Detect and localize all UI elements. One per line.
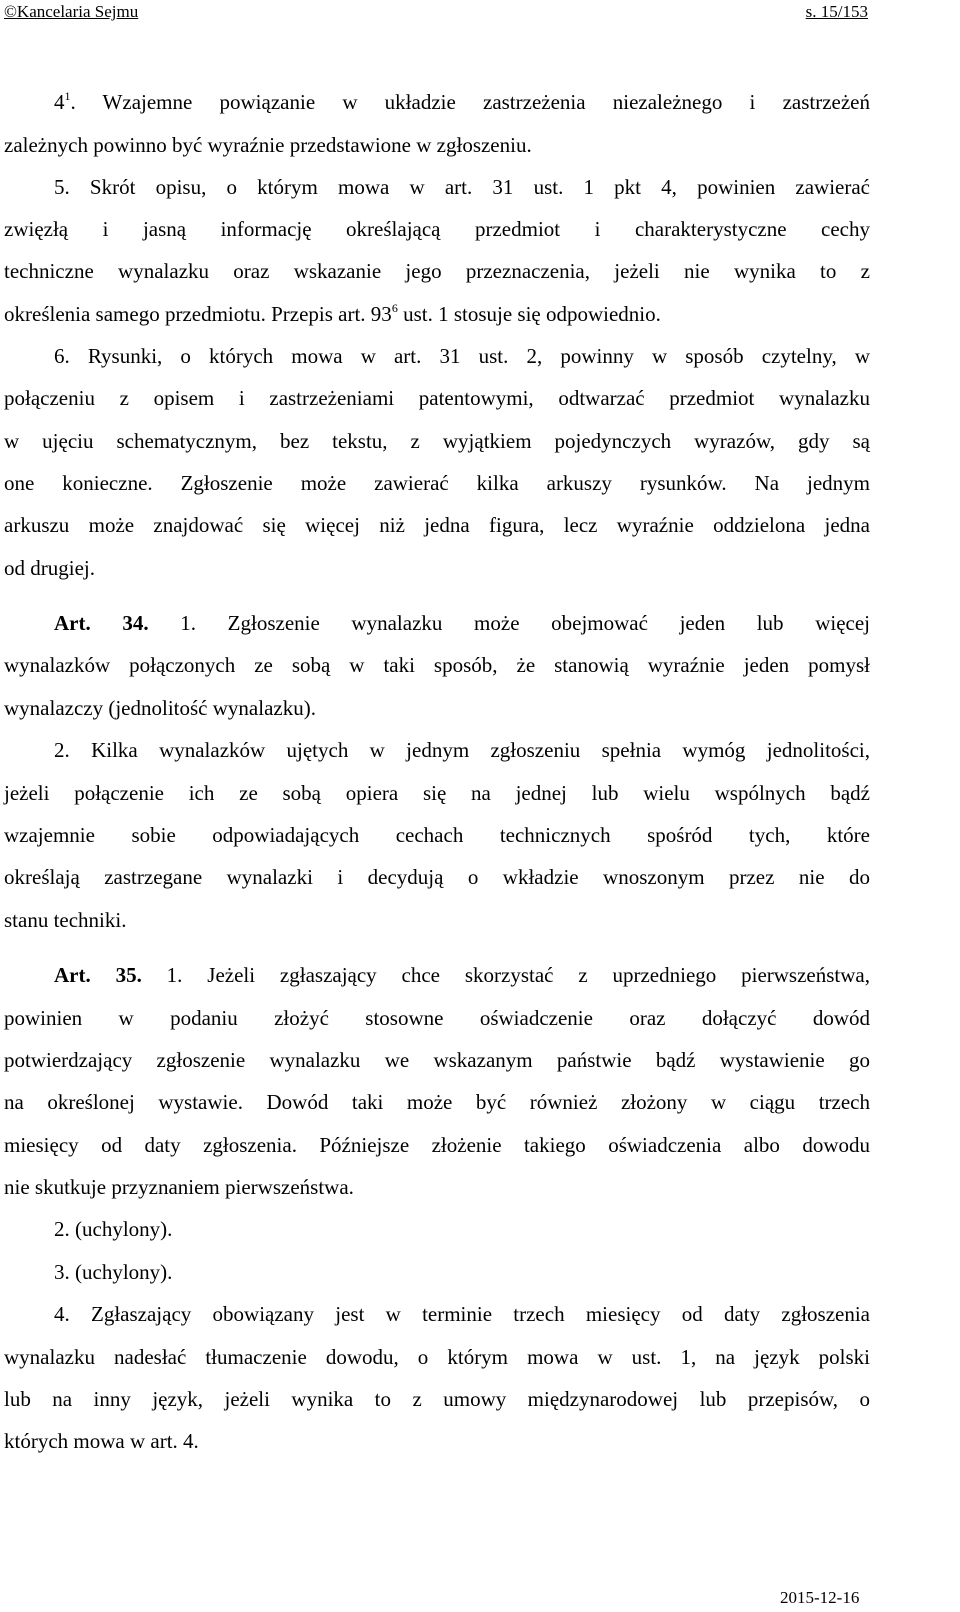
paragraph-6-line-1: 6. Rysunki, o których mowa w art. 31 ust. 2, powinny w sposób czytelny, w	[54, 344, 870, 368]
art-34-line-2: wynalazków połączonych ze sobą w taki sposób, że stanowią wyraźnie jeden pomysł	[4, 653, 870, 677]
art-35-line-6: nie skutkuje przyznaniem pierwszeństwa.	[4, 1175, 354, 1199]
page-header	[4, 2, 868, 26]
art-35-line-4: na określonej wystawie. Dowód taki może być również złożony w ciągu trzech	[4, 1090, 870, 1114]
art-34-2-line-1: 2. Kilka wynalazków ujętych w jednym zgłoszeniu spełnia wymóg jednolitości,	[54, 738, 870, 762]
paragraph-6-line-3: w ujęciu schematycznym, bez tekstu, z wyjątkiem pojedynczych wyrazów, gdy są	[4, 429, 870, 453]
paragraph-5-line-3: techniczne wynalazku oraz wskazanie jego przeznaczenia, jeżeli nie wynika to z	[4, 259, 870, 283]
art-35-line-5: miesięcy od daty zgłoszenia. Późniejsze złożenie takiego oświadczenia albo dowodu	[4, 1133, 870, 1157]
art-35-4-line-1: 4. Zgłaszający obowiązany jest w terminie trzech miesięcy od daty zgłoszenia	[54, 1302, 870, 1326]
art-35-line-2: powinien w podaniu złożyć stosowne oświadczenie oraz dołączyć dowód	[4, 1006, 870, 1030]
art-34-line-1: Art. 34. 1. Zgłoszenie wynalazku może obejmować jeden lub więcej	[54, 611, 870, 635]
publisher-label: ©Kancelaria Sejmu	[4, 2, 139, 21]
paragraph-6-line-6: od drugiej.	[4, 556, 95, 580]
art-35-3-line: 3. (uchylony).	[54, 1260, 173, 1284]
superscript: 6	[391, 301, 398, 315]
art-35-line-1: Art. 35. 1. Jeżeli zgłaszający chce skorzystać z uprzedniego pierwszeństwa,	[54, 963, 870, 987]
paragraph-5-line-2: zwięzłą i jasną informację określającą przedmiot i charakterystyczne cechy	[4, 217, 870, 241]
art-35-4-line-2: wynalazku nadesłać tłumaczenie dowodu, o którym mowa w ust. 1, na język polski	[4, 1345, 870, 1369]
article-number: Art. 35.	[54, 963, 142, 987]
art-34-2-line-2: jeżeli połączenie ich ze sobą opiera się na jednej lub wielu wspólnych bądź	[4, 781, 870, 805]
art-34-line-3: wynalazczy (jednolitość wynalazku).	[4, 696, 316, 720]
art-35-2-line: 2. (uchylony).	[54, 1217, 173, 1241]
art-34-2-line-3: wzajemnie sobie odpowiadających cechach technicznych spośród tych, które	[4, 823, 870, 847]
art-34-2-line-5: stanu techniki.	[4, 908, 127, 932]
art-34-2-line-4: określają zastrzegane wynalazki i decydują o wkładzie wnoszonym przez nie do	[4, 865, 870, 889]
paragraph-5-line-1: 5. Skrót opisu, o którym mowa w art. 31 ust. 1 pkt 4, powinien zawierać	[54, 175, 870, 199]
paragraph-5-line-4: określenia samego przedmiotu. Przepis art. $93^6$ ust. 1 stosuje się odpowiednio.	[4, 301, 661, 326]
document-date: 2015-12-16	[780, 1588, 860, 1607]
article-number: Art. 34.	[54, 611, 149, 635]
paragraph-6-line-4: one konieczne. Zgłoszenie może zawierać kilka arkuszy rysunków. Na jednym	[4, 471, 870, 495]
art-35-4-line-3: lub na inny język, jeżeli wynika to z umowy międzynarodowej lub przepisów, o	[4, 1387, 870, 1411]
page-number: s. 15/153	[805, 2, 868, 21]
art-35-line-3: potwierdzający zgłoszenie wynalazku we wskazanym państwie bądź wystawienie go	[4, 1048, 870, 1072]
paragraph-4-1-line-2: zależnych powinno być wyraźnie przedstawione w zgłoszeniu.	[4, 133, 532, 157]
art-35-4-line-4: których mowa w art. 4.	[4, 1429, 199, 1453]
paragraph-4-1-line-1: $4^1$. Wzajemne powiązanie w układzie zastrzeżenia niezależnego i zastrzeżeń	[54, 89, 870, 114]
superscript: 1	[64, 89, 71, 103]
paragraph-6-line-2: połączeniu z opisem i zastrzeżeniami patentowymi, odtwarzać przedmiot wynalazku	[4, 386, 870, 410]
paragraph-6-line-5: arkuszu może znajdować się więcej niż jedna figura, lecz wyraźnie oddzielona jedna	[4, 513, 870, 537]
